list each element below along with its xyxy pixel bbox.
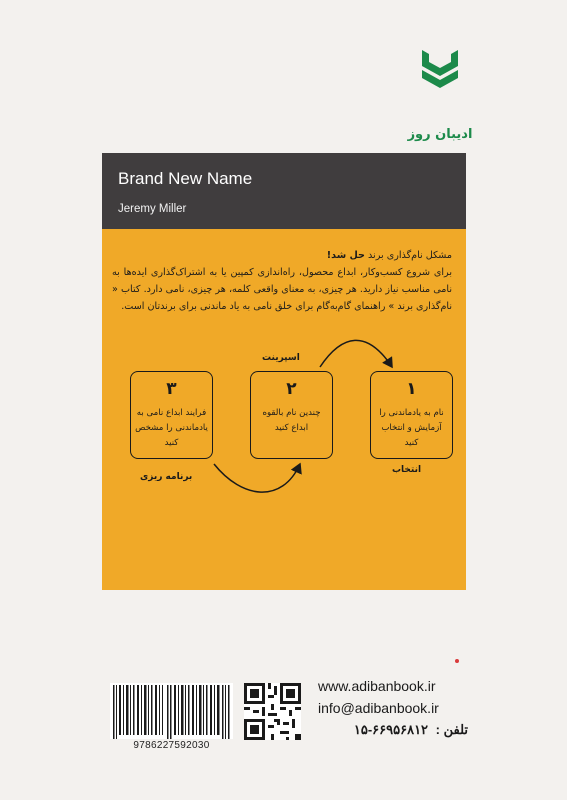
step-text: فرایند ابداع نامی به یادماندنی را مشخص کنید [135, 408, 208, 448]
label-planning: برنامه ریزی [140, 472, 193, 482]
step-1-card [370, 371, 453, 459]
title-band [102, 153, 466, 229]
qr-code [244, 683, 301, 740]
phone-label: تلفن : [435, 722, 468, 737]
step-3-card [130, 371, 213, 459]
label-sprint: اسپرینت [262, 353, 300, 363]
email-link[interactable]: info@adibanbook.ir [318, 700, 439, 716]
barcode-icon [110, 683, 233, 739]
step-2-card [250, 371, 333, 459]
phone-number: ۶۶۹۵۶۸۱۲-۱۵ [353, 722, 429, 737]
blurb-headline: مشکل نام‌گذاری برند حل شد! [326, 250, 452, 261]
qr-code-icon [244, 683, 301, 740]
book-author: Jeremy Miller [118, 203, 187, 215]
publisher-name: ادیبان روز [407, 127, 473, 142]
isbn-number: 9786227592030 [133, 740, 210, 751]
blurb-panel [102, 229, 466, 590]
label-select: انتخاب [392, 465, 422, 475]
print-mark [455, 659, 459, 663]
blurb-body: برای شروع کسب‌وکار، ابداع محصول، راه‌اندازی کمپین یا به اشتراک‌گذاری ایده‌ها به نامی مناسب نیاز دارید. هر چیزی، به معنای واقعی کلمه، هر چیزی، نامی دارد. کتاب « نام‌گذاری برند » راهنمای گام‌به‌گام برای خلق نامی به یاد ماندنی برای برندتان است. [112, 267, 452, 312]
phone-line [318, 719, 468, 741]
publisher-logo [405, 48, 475, 148]
step-text: نام به یادماندنی را آزمایش و انتخاب کنید [379, 408, 444, 448]
isbn-barcode [110, 683, 233, 739]
book-title: Brand New Name [118, 169, 253, 188]
book-chevron-icon [418, 48, 462, 90]
step-number: ۲ [286, 379, 297, 399]
website-link[interactable]: www.adibanbook.ir [318, 678, 436, 694]
step-number: ۱ [406, 379, 417, 399]
step-text: چندین نام بالقوه ابداع کنید [262, 408, 321, 433]
contact-block [318, 675, 468, 741]
step-number: ۳ [166, 379, 177, 399]
